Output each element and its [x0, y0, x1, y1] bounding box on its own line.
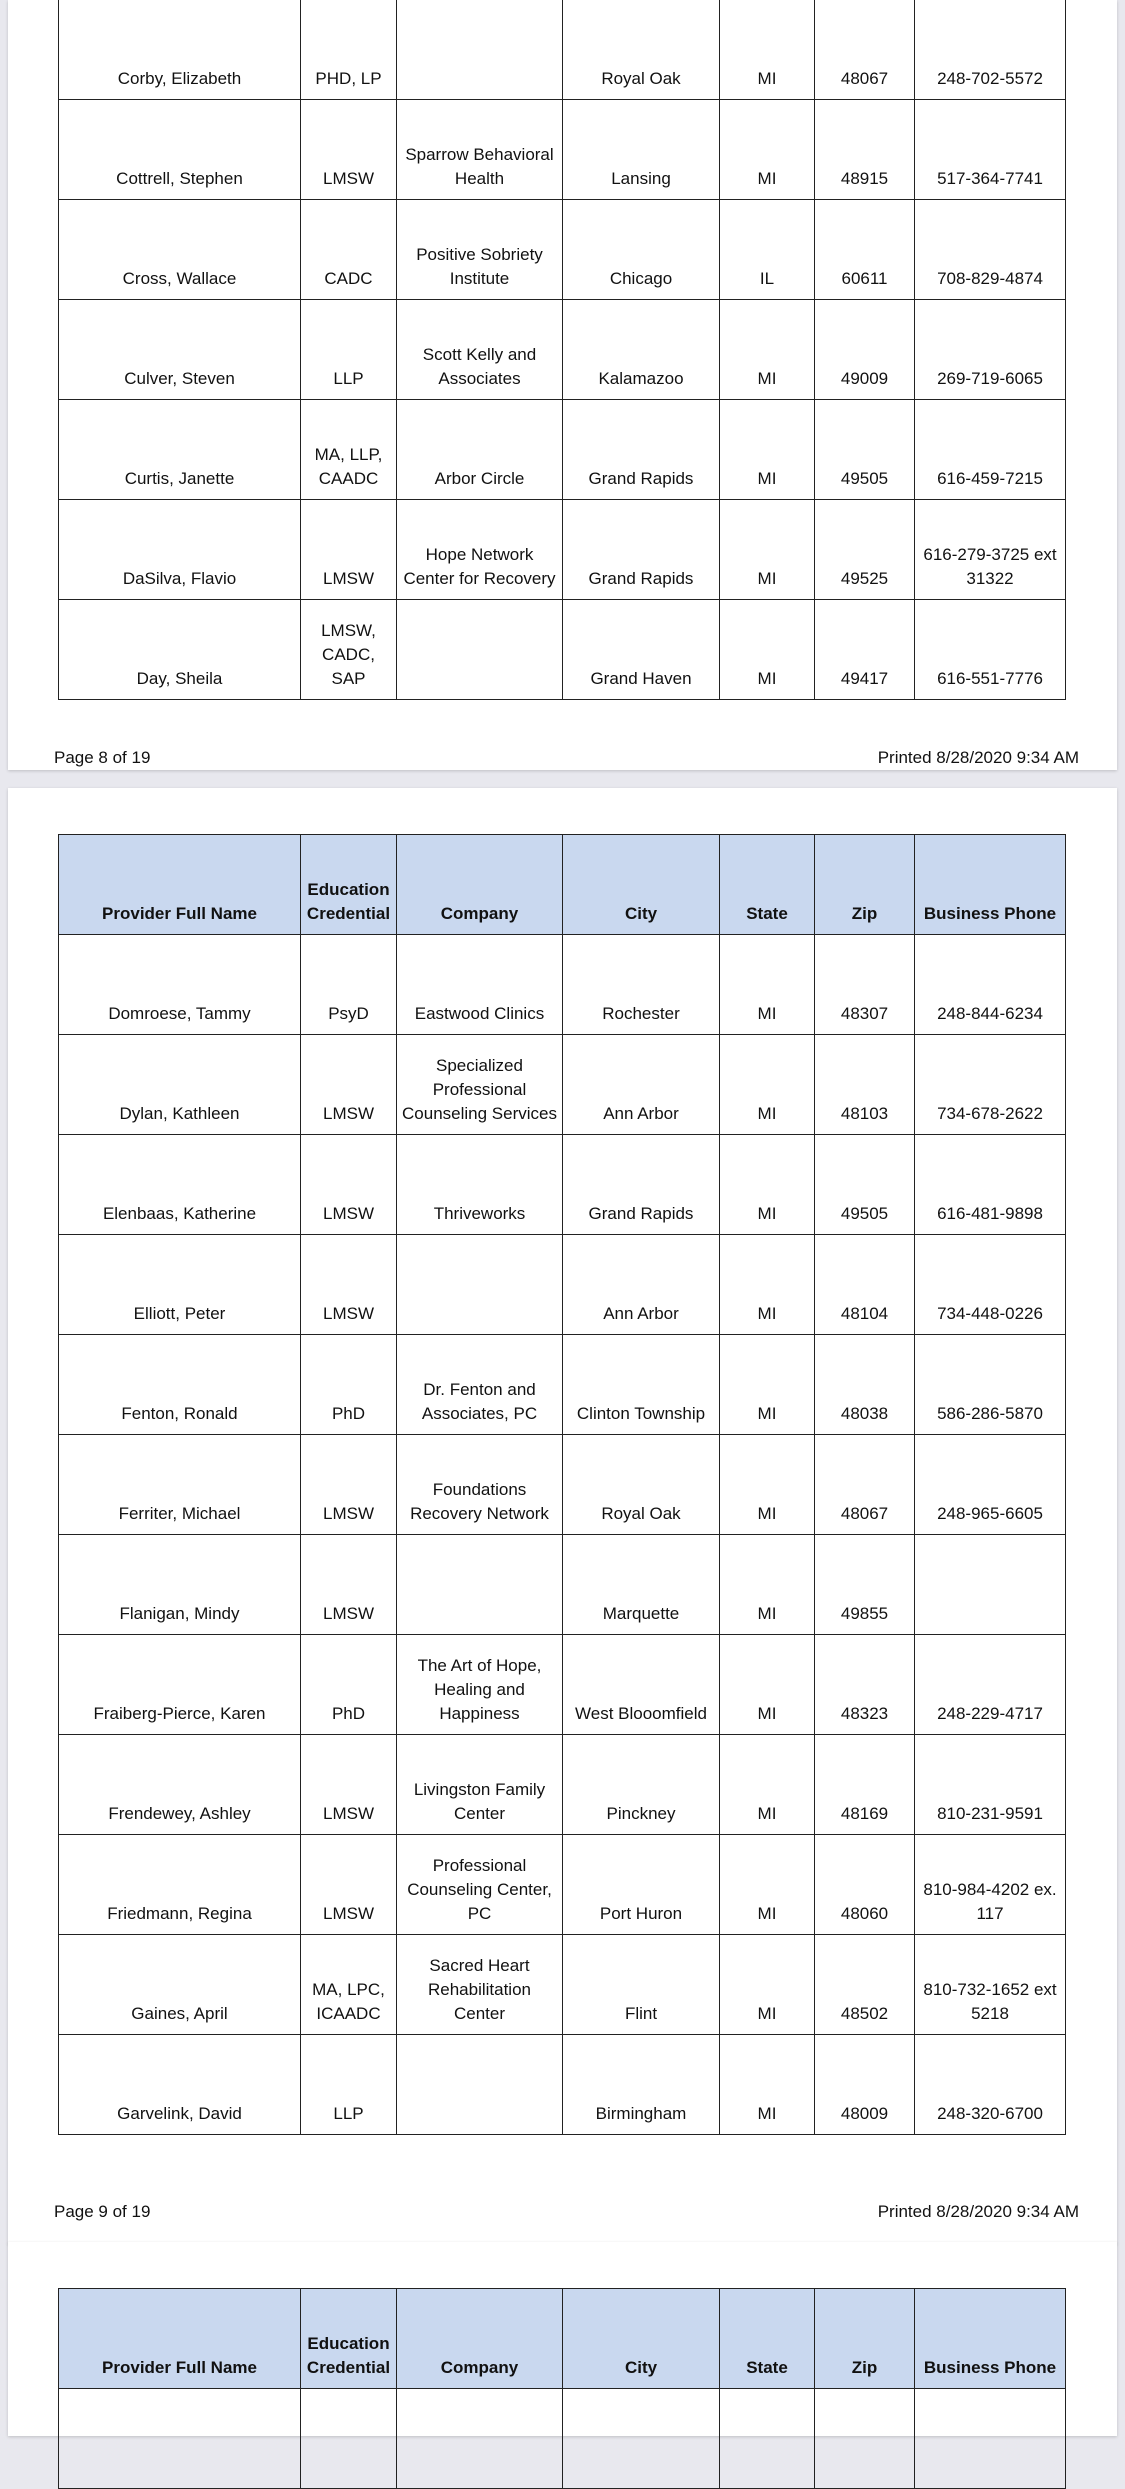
- credential-cell: LMSW: [301, 1135, 397, 1235]
- state-cell: MI: [720, 1235, 815, 1335]
- state-cell: MI: [720, 1035, 815, 1135]
- provider-table-body: [59, 0, 1066, 700]
- table-row: [59, 1335, 1066, 1435]
- company-cell: [397, 1535, 563, 1635]
- zip-cell: 48169: [815, 1735, 915, 1835]
- credential-cell: LMSW, CADC, SAP: [301, 600, 397, 700]
- page-number: Page 9 of 19: [54, 2202, 151, 2221]
- phone-cell: 616-279-3725 ext 31322: [915, 500, 1066, 600]
- column-header: Business Phone: [915, 2289, 1066, 2389]
- state-cell: MI: [720, 2035, 815, 2135]
- table-row: [59, 2389, 1066, 2489]
- zip-cell: 60611: [815, 200, 915, 300]
- provider-table-body: [59, 935, 1066, 2135]
- provider-name-cell: Domroese, Tammy: [59, 935, 301, 1035]
- phone-cell: 248-320-6700: [915, 2035, 1066, 2135]
- state-cell: MI: [720, 400, 815, 500]
- printed-timestamp: Printed 8/28/2020 9:34 AM: [877, 748, 1079, 767]
- company-cell: The Art of Hope, Healing and Happiness: [397, 1635, 563, 1735]
- credential-cell: LLP: [301, 300, 397, 400]
- company-cell: [397, 600, 563, 700]
- credential-cell: LMSW: [301, 100, 397, 200]
- city-cell: Kalamazoo: [563, 300, 720, 400]
- column-header: Company: [397, 835, 563, 935]
- zip-cell: 48103: [815, 1035, 915, 1135]
- provider-name-cell: Day, Sheila: [59, 600, 301, 700]
- zip-cell: 48104: [815, 1235, 915, 1335]
- phone-cell: 616-551-7776: [915, 600, 1066, 700]
- company-cell: [397, 1235, 563, 1335]
- state-cell: MI: [720, 1535, 815, 1635]
- credential-cell: LLP: [301, 2035, 397, 2135]
- zip-cell: 48009: [815, 2035, 915, 2135]
- table-row: [59, 2035, 1066, 2135]
- credential-cell: CADC: [301, 200, 397, 300]
- table-row: [59, 0, 1066, 100]
- phone-cell: 517-364-7741: [915, 100, 1066, 200]
- phone-cell: 734-448-0226: [915, 1235, 1066, 1335]
- column-header: Provider Full Name: [59, 835, 301, 935]
- column-header: Education Credential: [301, 835, 397, 935]
- provider-name-cell: Fenton, Ronald: [59, 1335, 301, 1435]
- provider-name-cell: Culver, Steven: [59, 300, 301, 400]
- phone-cell: 734-678-2622: [915, 1035, 1066, 1135]
- provider-name-cell: Curtis, Janette: [59, 400, 301, 500]
- column-header: City: [563, 835, 720, 935]
- credential-cell: LMSW: [301, 1835, 397, 1935]
- provider-name-cell: Elenbaas, Katherine: [59, 1135, 301, 1235]
- city-cell: Rochester: [563, 935, 720, 1035]
- city-cell: Port Huron: [563, 1835, 720, 1935]
- column-header: Provider Full Name: [59, 2289, 301, 2389]
- zip-cell: 48067: [815, 1435, 915, 1535]
- table-row: [59, 1935, 1066, 2035]
- state-cell: MI: [720, 1935, 815, 2035]
- provider-name-cell: Fraiberg-Pierce, Karen: [59, 1635, 301, 1735]
- column-header: City: [563, 2289, 720, 2389]
- credential-cell: PsyD: [301, 935, 397, 1035]
- city-cell: Grand Haven: [563, 600, 720, 700]
- city-cell: Grand Rapids: [563, 500, 720, 600]
- city-cell: Ann Arbor: [563, 1235, 720, 1335]
- provider-name-cell: Garvelink, David: [59, 2035, 301, 2135]
- company-cell: Professional Counseling Center, PC: [397, 1835, 563, 1935]
- city-cell: Birmingham: [563, 2035, 720, 2135]
- table-row: [59, 1435, 1066, 1535]
- table-row: [59, 1735, 1066, 1835]
- credential-cell: LMSW: [301, 1435, 397, 1535]
- city-cell: Lansing: [563, 100, 720, 200]
- company-cell: Arbor Circle: [397, 400, 563, 500]
- city-cell: Marquette: [563, 1535, 720, 1635]
- column-header: Education Credential: [301, 2289, 397, 2389]
- table-row: [59, 1635, 1066, 1735]
- document-page-8: [8, 0, 1117, 770]
- phone-cell: 616-481-9898: [915, 1135, 1066, 1235]
- document-page-9: [8, 788, 1117, 2244]
- credential-cell: LMSW: [301, 1035, 397, 1135]
- provider-name-cell: Corby, Elizabeth: [59, 0, 301, 100]
- table-row: [59, 1235, 1066, 1335]
- provider-name-cell: Gaines, April: [59, 1935, 301, 2035]
- zip-cell: 48038: [815, 1335, 915, 1435]
- column-header: Zip: [815, 2289, 915, 2389]
- state-cell: MI: [720, 1435, 815, 1535]
- credential-cell: LMSW: [301, 1735, 397, 1835]
- company-cell: Dr. Fenton and Associates, PC: [397, 1335, 563, 1435]
- company-cell: [397, 2035, 563, 2135]
- document-page-10: [8, 2242, 1117, 2436]
- table-row: [59, 1835, 1066, 1935]
- company-cell: Positive Sobriety Institute: [397, 200, 563, 300]
- state-cell: MI: [720, 600, 815, 700]
- state-cell: MI: [720, 300, 815, 400]
- provider-name-cell: Ferriter, Michael: [59, 1435, 301, 1535]
- zip-cell: 48067: [815, 0, 915, 100]
- provider-name-cell: Cottrell, Stephen: [59, 100, 301, 200]
- city-cell: Chicago: [563, 200, 720, 300]
- table-row: [59, 600, 1066, 700]
- zip-cell: 49505: [815, 400, 915, 500]
- zip-cell: 48307: [815, 935, 915, 1035]
- company-cell: [397, 0, 563, 100]
- provider-table-page-8: [58, 0, 1066, 700]
- provider-name-cell: Flanigan, Mindy: [59, 1535, 301, 1635]
- company-cell: Sacred Heart Rehabilitation Center: [397, 1935, 563, 2035]
- state-cell: MI: [720, 1835, 815, 1935]
- provider-table-body: [59, 2389, 1066, 2489]
- credential-cell: PhD: [301, 1335, 397, 1435]
- provider-table-page-10: [58, 2288, 1066, 2489]
- provider-name-cell: Cross, Wallace: [59, 200, 301, 300]
- page-number: Page 8 of 19: [54, 748, 151, 767]
- company-cell: Livingston Family Center: [397, 1735, 563, 1835]
- column-header: Zip: [815, 835, 915, 935]
- column-header: State: [720, 835, 815, 935]
- provider-table-page-9: [58, 834, 1066, 2135]
- table-row: [59, 1535, 1066, 1635]
- state-cell: MI: [720, 935, 815, 1035]
- provider-name-cell: Dylan, Kathleen: [59, 1035, 301, 1135]
- provider-name-cell: Friedmann, Regina: [59, 1835, 301, 1935]
- phone-cell: 810-231-9591: [915, 1735, 1066, 1835]
- table-row: [59, 100, 1066, 200]
- city-cell: Ann Arbor: [563, 1035, 720, 1135]
- phone-cell: 616-459-7215: [915, 400, 1066, 500]
- state-cell: MI: [720, 0, 815, 100]
- zip-cell: 49855: [815, 1535, 915, 1635]
- zip-cell: 49009: [815, 300, 915, 400]
- state-cell: MI: [720, 1335, 815, 1435]
- phone-cell: 810-732-1652 ext 5218: [915, 1935, 1066, 2035]
- company-cell: Foundations Recovery Network: [397, 1435, 563, 1535]
- city-cell: Grand Rapids: [563, 400, 720, 500]
- table-row: [59, 1035, 1066, 1135]
- phone-cell: 586-286-5870: [915, 1335, 1066, 1435]
- company-cell: Scott Kelly and Associates: [397, 300, 563, 400]
- zip-cell: 49525: [815, 500, 915, 600]
- state-cell: MI: [720, 1135, 815, 1235]
- credential-cell: MA, LLP, CAADC: [301, 400, 397, 500]
- credential-cell: PhD: [301, 1635, 397, 1735]
- table-header: [59, 2289, 1066, 2389]
- phone-cell: 248-844-6234: [915, 935, 1066, 1035]
- city-cell: Grand Rapids: [563, 1135, 720, 1235]
- company-cell: Hope Network Center for Recovery: [397, 500, 563, 600]
- zip-cell: 48060: [815, 1835, 915, 1935]
- city-cell: Flint: [563, 1935, 720, 2035]
- city-cell: Royal Oak: [563, 0, 720, 100]
- zip-cell: 48323: [815, 1635, 915, 1735]
- city-cell: Pinckney: [563, 1735, 720, 1835]
- company-cell: Thriveworks: [397, 1135, 563, 1235]
- company-cell: Eastwood Clinics: [397, 935, 563, 1035]
- printed-timestamp: Printed 8/28/2020 9:34 AM: [877, 2202, 1079, 2221]
- table-row: [59, 300, 1066, 400]
- table-row: [59, 200, 1066, 300]
- phone-cell: [915, 1535, 1066, 1635]
- company-cell: Specialized Professional Counseling Services: [397, 1035, 563, 1135]
- zip-cell: 49505: [815, 1135, 915, 1235]
- credential-cell: LMSW: [301, 1235, 397, 1335]
- column-header: Company: [397, 2289, 563, 2389]
- zip-cell: 48502: [815, 1935, 915, 2035]
- table-row: [59, 400, 1066, 500]
- column-header: Business Phone: [915, 835, 1066, 935]
- state-cell: MI: [720, 500, 815, 600]
- company-cell: Sparrow Behavioral Health: [397, 100, 563, 200]
- provider-name-cell: DaSilva, Flavio: [59, 500, 301, 600]
- city-cell: Royal Oak: [563, 1435, 720, 1535]
- phone-cell: 269-719-6065: [915, 300, 1066, 400]
- credential-cell: MA, LPC, ICAADC: [301, 1935, 397, 2035]
- credential-cell: LMSW: [301, 500, 397, 600]
- state-cell: IL: [720, 200, 815, 300]
- phone-cell: 248-702-5572: [915, 0, 1066, 100]
- phone-cell: 810-984-4202 ex. 117: [915, 1835, 1066, 1935]
- city-cell: West Blooomfield: [563, 1635, 720, 1735]
- zip-cell: 49417: [815, 600, 915, 700]
- phone-cell: 708-829-4874: [915, 200, 1066, 300]
- state-cell: MI: [720, 1635, 815, 1735]
- table-row: [59, 1135, 1066, 1235]
- phone-cell: 248-229-4717: [915, 1635, 1066, 1735]
- table-row: [59, 935, 1066, 1035]
- provider-name-cell: Frendewey, Ashley: [59, 1735, 301, 1835]
- column-header: State: [720, 2289, 815, 2389]
- zip-cell: 48915: [815, 100, 915, 200]
- credential-cell: LMSW: [301, 1535, 397, 1635]
- state-cell: MI: [720, 1735, 815, 1835]
- state-cell: MI: [720, 100, 815, 200]
- table-header: [59, 835, 1066, 935]
- city-cell: Clinton Township: [563, 1335, 720, 1435]
- provider-name-cell: Elliott, Peter: [59, 1235, 301, 1335]
- credential-cell: PHD, LP: [301, 0, 397, 100]
- table-row: [59, 500, 1066, 600]
- phone-cell: 248-965-6605: [915, 1435, 1066, 1535]
